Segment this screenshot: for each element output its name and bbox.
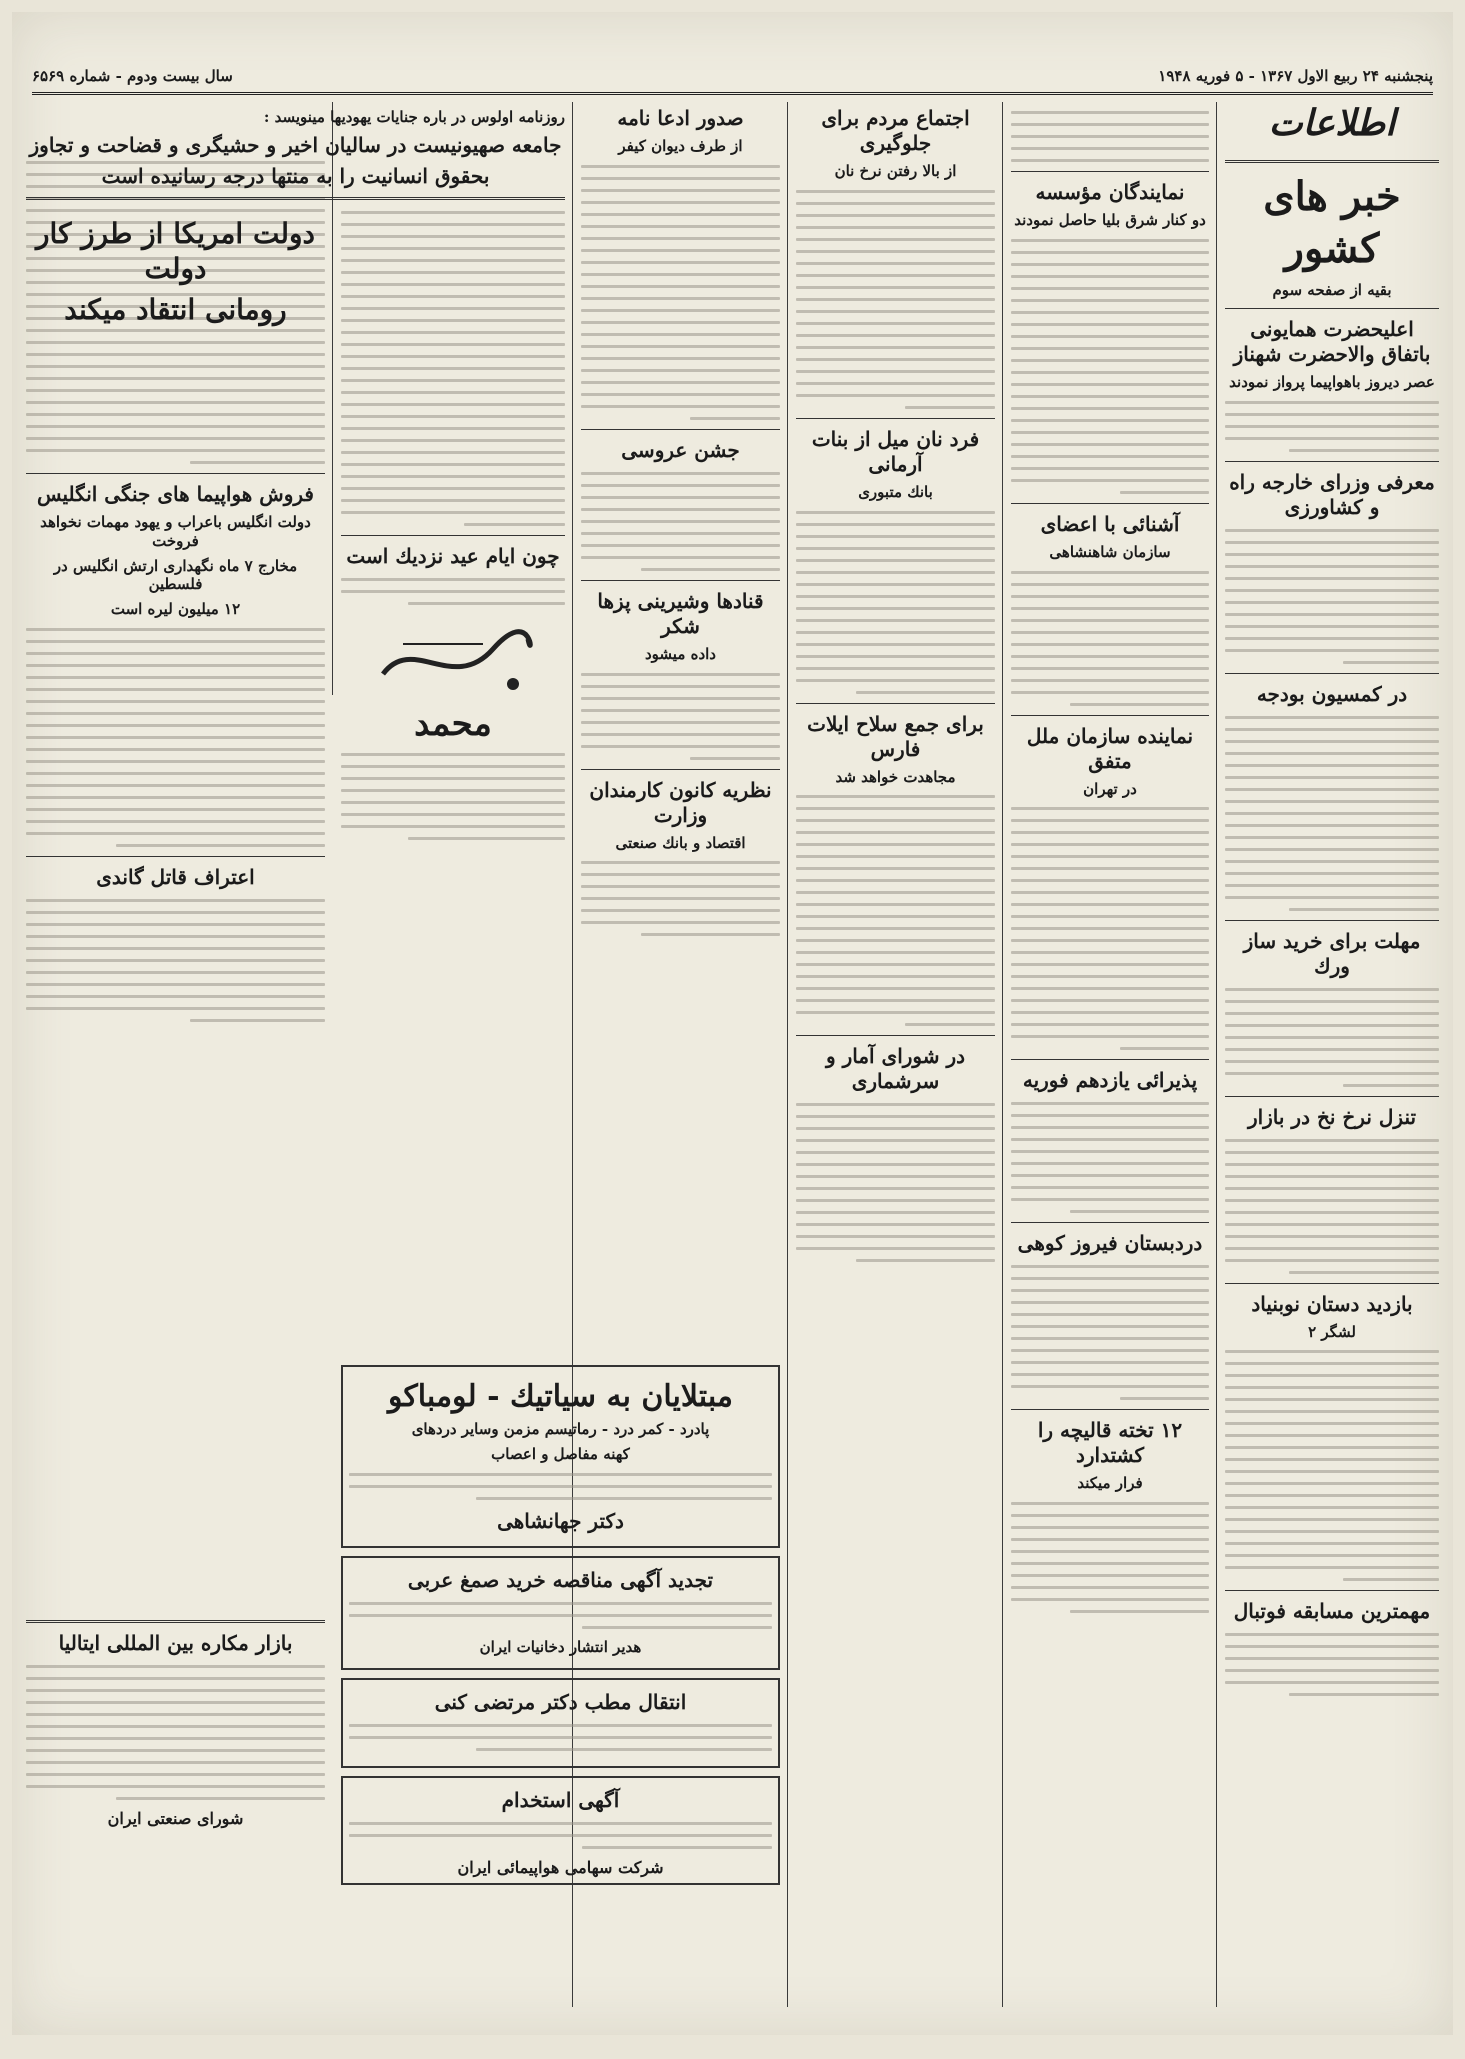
headline: آشنائی با اعضای (1040, 511, 1180, 536)
column-three (790, 102, 1001, 2007)
ad-title: بازار مکاره بین المللی ایتالیا (58, 1631, 293, 1655)
newspaper-logo: اطلاعات (1268, 102, 1396, 144)
ornamental-name: محمد (414, 704, 492, 744)
headline: اعتراف قاتل گاندی (96, 864, 255, 889)
headline: جشن عروسی (621, 437, 740, 462)
headline: مهلت برای خرید ساز ورك (1243, 928, 1421, 978)
headline-sub: از طرف دیوان کیفر (618, 137, 743, 155)
headline: بازدید دستان نوبنیاد (1251, 1291, 1413, 1316)
headline: در کمسیون بودجه (1256, 681, 1408, 706)
ad-title: آگهی استخدام (501, 1788, 620, 1813)
ad-title: انتقال مطب دکتر مرتضی کنی (434, 1690, 687, 1715)
headline-sub: مخارج ۷ ماه نگهداری ارتش انگلیس در فلسطین (53, 556, 298, 594)
headline-sub: از بالا رفتن نرخ نان (834, 162, 957, 180)
headline: دردبستان فیروز کوهی (1017, 1231, 1203, 1256)
headline-sub: رومانی انتقاد میکند (64, 293, 287, 326)
ad-tender (341, 1556, 780, 1671)
headline: نمایندگان مؤسسه (1035, 180, 1185, 204)
issue-number: سال بیست ودوم - شماره ۶۵۶۹ (32, 67, 233, 85)
calligraphy-mark (363, 614, 543, 704)
ornamental-signature (341, 614, 565, 704)
column-two (1005, 102, 1215, 2007)
ads-block (335, 1357, 786, 2007)
ad-sponsor: شورای صنعتی ایران (107, 1809, 244, 1828)
headline: نماینده سازمان ملل متفق (1026, 723, 1194, 773)
ad-sciatica (341, 1365, 780, 1548)
headline: تنزل نرخ نخ در بازار (1247, 1104, 1417, 1129)
section-title: خبر های کشور (1263, 173, 1401, 272)
banner-headline: جامعه صهیونیست در سالیان اخیر و حشیگری و قضاحت و تجاوز (29, 132, 562, 157)
headline: اجتماع مردم برای جلوگیری (821, 106, 970, 155)
headline: برای جمع سلاح ایلات فارس (807, 711, 984, 761)
ad-doctor: دکتر جهانشاهی (497, 1508, 624, 1533)
column-rule (1002, 102, 1003, 2007)
headline-sub: بانك متبوری (858, 482, 933, 501)
headline-sub: لشگر ۲ (1308, 1322, 1356, 1341)
headline: چون ایام عید نزدیك است (346, 544, 560, 568)
headline: فروش هواپیما های جنگی انگلیس (37, 482, 314, 506)
headline: قنادها وشیرینی پزها شکر (597, 588, 764, 638)
headline: صدور ادعا نامه (617, 106, 744, 130)
headline: در شورای آمار و سرشماری (825, 1044, 966, 1094)
ad-italy-fair (20, 1612, 331, 2007)
headline: دولت امریکا از طرز کار دولت (36, 217, 315, 285)
headline-sub: در تهران (1083, 779, 1137, 798)
column-four (575, 102, 786, 1335)
ad-sponsor: هدیر انتشار دخانیات ایران (479, 1637, 642, 1656)
headline-sub: ۱۲ میلیون لیره است (110, 600, 241, 618)
kicker: روزنامه اولوس در باره جنایات یهودیها مینویسد : (263, 108, 565, 126)
column-domestic-news (1219, 102, 1445, 2007)
headline: مهمترین مسابقه فوتبال (1233, 1599, 1431, 1624)
ad-sponsor: شرکت سهامی هواپیمائی ایران (457, 1858, 664, 1878)
romania-headline (20, 212, 331, 332)
headline: معرفی وزرای خارجه راه و کشاورزی (1229, 469, 1435, 519)
ad-title: تجدید آگهی مناقصه خرید صمغ عربی (407, 1567, 714, 1592)
headline: نظریه کانون کارمندان وزارت (589, 777, 772, 827)
column-five (335, 202, 571, 1335)
issue-date: پنجشنبه ۲۴ ربیع الاول ۱۳۶۷ - ۵ فوریه ۱۹۴۸ (1158, 67, 1433, 85)
headline: اعلیحضرت همایونی باتفاق والاحضرت شهناز (1233, 316, 1431, 366)
ad-title: مبتلایان به سیاتیك - لومباكو (388, 1379, 733, 1414)
headline-sub: مجاهدت خواهد شد (835, 767, 956, 786)
headline: فرد نان میل از بنات آرمانی (811, 426, 980, 476)
column-rule (787, 102, 788, 2007)
newspaper-page (12, 12, 1453, 2035)
ad-subtitle: کهنه مفاصل و اعصاب (491, 1444, 630, 1463)
ad-subtitle: پادرد - کمر درد - رماتیسم مزمن وسایر دردهای (411, 1420, 710, 1438)
column-rule (1216, 102, 1217, 2007)
ad-employment (341, 1776, 780, 1885)
masthead (32, 60, 1433, 95)
headline: پذیرائی یازدهم فوریه (1022, 1068, 1198, 1093)
headline-sub: دولت انگلیس باعراب و یهود مهمات نخواهد فروخت (40, 513, 311, 550)
banner-headline-sub: بحقوق انسانیت را به منتها درجه رسانیده است (101, 163, 490, 188)
headline: ۱۲ تخته قالیچه را کشتدارد (1037, 1418, 1183, 1468)
headline-sub: دو کنار شرق بلیا حاصل نمودند (1014, 211, 1206, 229)
headline-sub: داده میشود (645, 644, 716, 663)
headline-sub: سازمان شاهنشاهی (1049, 542, 1171, 561)
headline-sub: اقتصاد و بانك صنعتی (615, 833, 746, 852)
headline-sub: فرار میکند (1077, 1474, 1143, 1493)
headline-sub: عصر دیروز باهواپیما پرواز نمودند (1229, 372, 1435, 391)
section-subtitle: بقیه از صفحه سوم (1272, 281, 1392, 299)
ad-clinic (341, 1678, 780, 1768)
